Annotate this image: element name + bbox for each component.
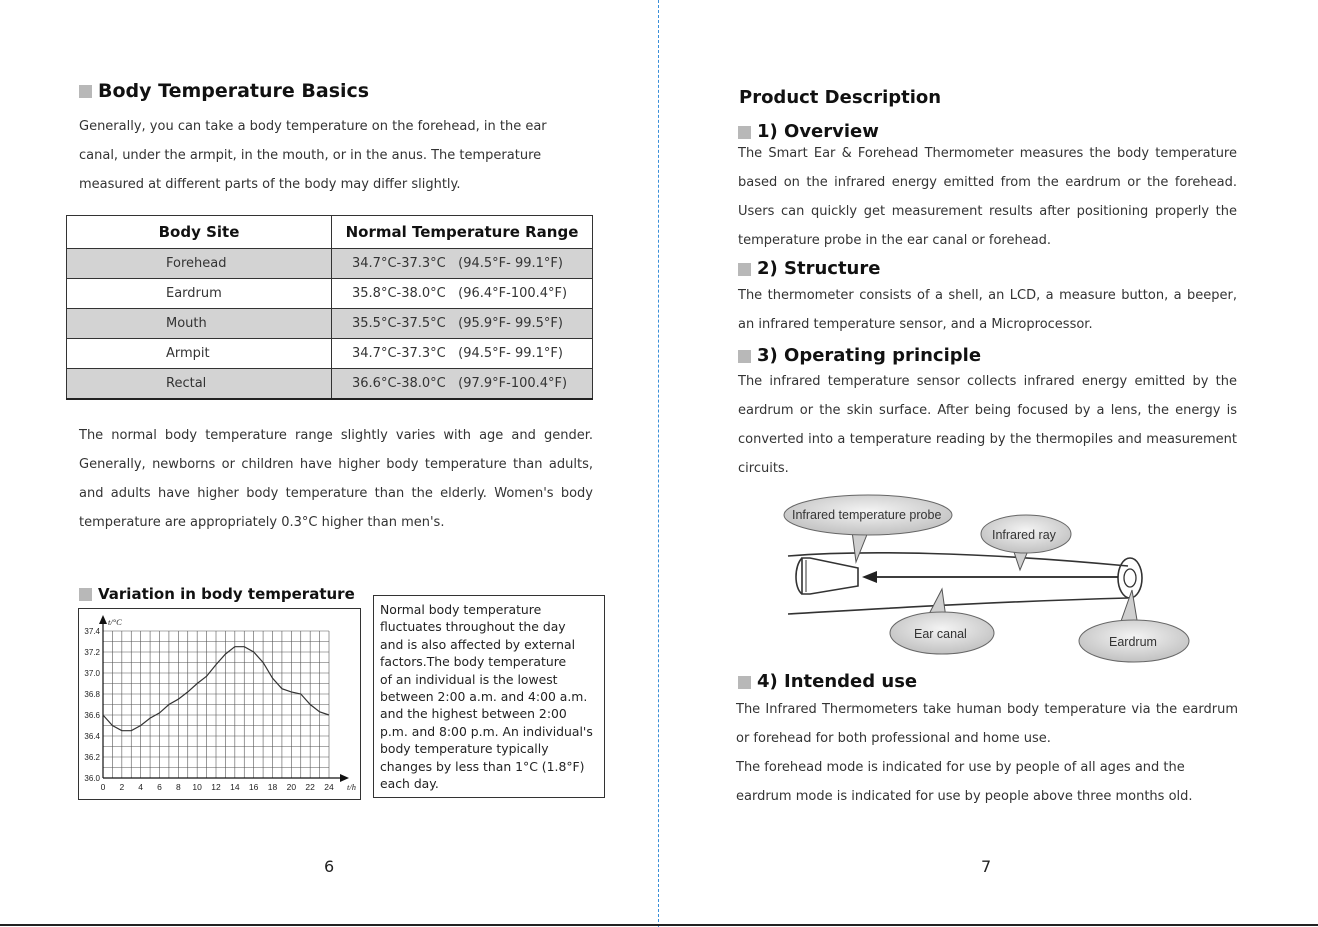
table-header-row <box>67 216 593 249</box>
operating-line: eardrum or the skin surface. After being focused by a lens, the energy is <box>738 403 1237 418</box>
y-tick-label: 37.4 <box>84 627 100 636</box>
intended-use-line: The Infrared Thermometers take human body temperature via the eardrum <box>736 702 1238 717</box>
x-tick-label: 20 <box>286 782 297 792</box>
structure-line: an infrared temperature sensor, and a Microprocessor. <box>738 317 1093 332</box>
note-line: of an individual is the lowest <box>380 671 558 687</box>
square-bullet-icon <box>738 350 751 363</box>
square-bullet-icon <box>738 263 751 276</box>
probe-label: Infrared temperature probe <box>792 508 942 522</box>
table-row <box>67 279 593 309</box>
intended-use-heading: 4) Intended use <box>738 671 917 692</box>
intended-use-line: eardrum mode is indicated for use by people above three months old. <box>736 789 1193 804</box>
y-axis-arrow-icon <box>99 615 107 624</box>
operating-principle-paragraph <box>738 367 1237 483</box>
intended-use-line: or forehead for both professional and home use. <box>736 731 1051 746</box>
table-row <box>67 339 593 369</box>
overview-line: The Smart Ear & Forehead Thermometer measures the body temperature <box>738 146 1237 161</box>
x-tick-label: 18 <box>267 782 278 792</box>
note-line: and the highest between 2:00 <box>380 706 567 722</box>
intro-line: canal, under the armpit, in the mouth, or in the anus. The temperature <box>79 148 542 163</box>
table-row <box>67 309 593 339</box>
ear-diagram-svg <box>780 494 1200 669</box>
arrow-head-icon <box>862 571 877 583</box>
temperature-range-cell: 35.8°C-38.0°C (96.4°F-100.4°F) <box>332 279 593 309</box>
x-tick-label: 0 <box>100 782 106 792</box>
table-row <box>67 369 593 400</box>
eardrum-label: Eardrum <box>1109 635 1157 649</box>
canal-label: Ear canal <box>914 627 967 641</box>
overview-line: Users can quickly get measurement results after positioning properly the <box>738 204 1237 219</box>
ray-label: Infrared ray <box>992 528 1056 542</box>
eardrum-inner <box>1124 569 1136 587</box>
y-tick-label: 36.0 <box>84 774 100 783</box>
body-site-cell: Forehead <box>67 249 332 279</box>
x-tick-label: 2 <box>119 782 125 792</box>
column-header-body-site: Body Site <box>67 216 332 249</box>
probe-callout-pointer <box>852 531 868 562</box>
x-axis-label: t/h <box>347 782 356 792</box>
page-divider <box>658 0 659 927</box>
body-temperature-basics-heading: Body Temperature Basics <box>79 80 369 102</box>
page-number-right: 7 <box>981 857 992 876</box>
temperature-chart-svg <box>79 609 360 799</box>
x-tick-label: 12 <box>211 782 221 792</box>
intended-use-paragraph <box>736 695 1238 811</box>
temperature-range-cell: 34.7°C-37.3°C (94.5°F- 99.1°F) <box>332 249 593 279</box>
note-line: and is also affected by external <box>380 636 576 652</box>
x-tick-label: 6 <box>157 782 162 792</box>
temperature-range-table <box>66 215 593 400</box>
x-tick-label: 8 <box>175 782 181 792</box>
temperature-range-cell: 34.7°C-37.3°C (94.5°F- 99.1°F) <box>332 339 593 369</box>
x-tick-label: 24 <box>324 782 334 792</box>
note-line: between 2:00 a.m. and 4:00 a.m. <box>380 689 588 705</box>
intro-line: measured at different parts of the body may differ slightly. <box>79 177 461 192</box>
operating-line: converted into a temperature reading by the thermopiles and measurement <box>738 432 1237 447</box>
table-row <box>67 249 593 279</box>
overview-line: temperature probe in the ear canal or forehead. <box>738 233 1052 248</box>
note-line: changes by less than 1°C (1.8°F) <box>380 758 585 774</box>
column-header-temperature-range: Normal Temperature Range <box>332 216 593 249</box>
operating-line: The infrared temperature sensor collects infrared energy emitted by the <box>738 374 1237 389</box>
x-tick-label: 16 <box>248 782 259 792</box>
body-site-cell: Eardrum <box>67 279 332 309</box>
x-tick-label: 4 <box>138 782 144 792</box>
body-site-cell: Mouth <box>67 309 332 339</box>
overview-heading: 1) Overview <box>738 121 879 142</box>
body-text-line: temperature are appropriately 0.3°C higher than men's. <box>79 515 445 530</box>
structure-paragraph <box>738 281 1237 339</box>
y-axis-label: t/°C <box>108 617 122 627</box>
variation-paragraph <box>79 421 593 537</box>
temperature-range-cell: 35.5°C-37.5°C (95.9°F- 99.5°F) <box>332 309 593 339</box>
product-description-title: Product Description <box>739 87 942 108</box>
intended-use-line: The forehead mode is indicated for use by people of all ages and the <box>736 760 1185 775</box>
note-line: body temperature typically <box>380 741 549 757</box>
operating-principle-heading: 3) Operating principle <box>738 345 981 366</box>
y-tick-label: 36.6 <box>84 711 100 720</box>
note-line: factors.The body temperature <box>380 654 567 670</box>
body-text-line: Generally, newborns or children have higher body temperature than adults, <box>79 457 593 472</box>
intro-line: Generally, you can take a body temperature on the forehead, in the ear <box>79 119 547 134</box>
note-line: Normal body temperature <box>380 602 542 617</box>
probe-rim <box>796 558 802 594</box>
y-tick-label: 36.2 <box>84 753 100 762</box>
page-number-left: 6 <box>324 857 335 876</box>
note-line: fluctuates throughout the day <box>380 619 566 635</box>
variation-note-box <box>373 595 605 798</box>
temperature-range-cell: 36.6°C-38.0°C (97.9°F-100.4°F) <box>332 369 593 400</box>
structure-heading: 2) Structure <box>738 258 880 279</box>
square-bullet-icon <box>79 85 92 98</box>
body-site-cell: Armpit <box>67 339 332 369</box>
probe-tip <box>802 558 858 594</box>
x-tick-label: 10 <box>192 782 202 792</box>
y-tick-label: 37.2 <box>84 648 100 657</box>
thermometer-ear-diagram <box>780 494 1200 669</box>
body-text-line: The normal body temperature range slightly varies with age and gender. <box>79 428 593 443</box>
structure-line: The thermometer consists of a shell, an LCD, a measure button, a beeper, <box>738 288 1237 303</box>
variation-heading: Variation in body temperature <box>79 585 355 603</box>
square-bullet-icon <box>738 126 751 139</box>
bottom-rule <box>0 924 1318 926</box>
temperature-chart <box>78 608 361 800</box>
note-line: each day. <box>380 776 439 792</box>
x-tick-label: 22 <box>305 782 315 792</box>
operating-line: circuits. <box>738 461 789 476</box>
y-tick-label: 36.8 <box>84 690 100 699</box>
body-site-cell: Rectal <box>67 369 332 400</box>
y-tick-label: 37.0 <box>84 669 100 678</box>
note-line: p.m. and 8:00 p.m. An individual's <box>380 723 593 739</box>
ear-canal-lower-wall <box>788 598 1128 614</box>
body-text-line: and adults have higher body temperature than the elderly. Women's body <box>79 486 593 501</box>
y-tick-label: 36.4 <box>84 732 100 741</box>
x-tick-label: 14 <box>230 782 240 792</box>
overview-paragraph <box>738 139 1237 255</box>
x-axis-arrow-icon <box>340 774 349 782</box>
overview-line: based on the infrared energy emitted from the eardrum or the forehead. <box>738 175 1237 190</box>
intro-paragraph <box>79 112 599 199</box>
square-bullet-icon <box>79 588 92 601</box>
square-bullet-icon <box>738 676 751 689</box>
